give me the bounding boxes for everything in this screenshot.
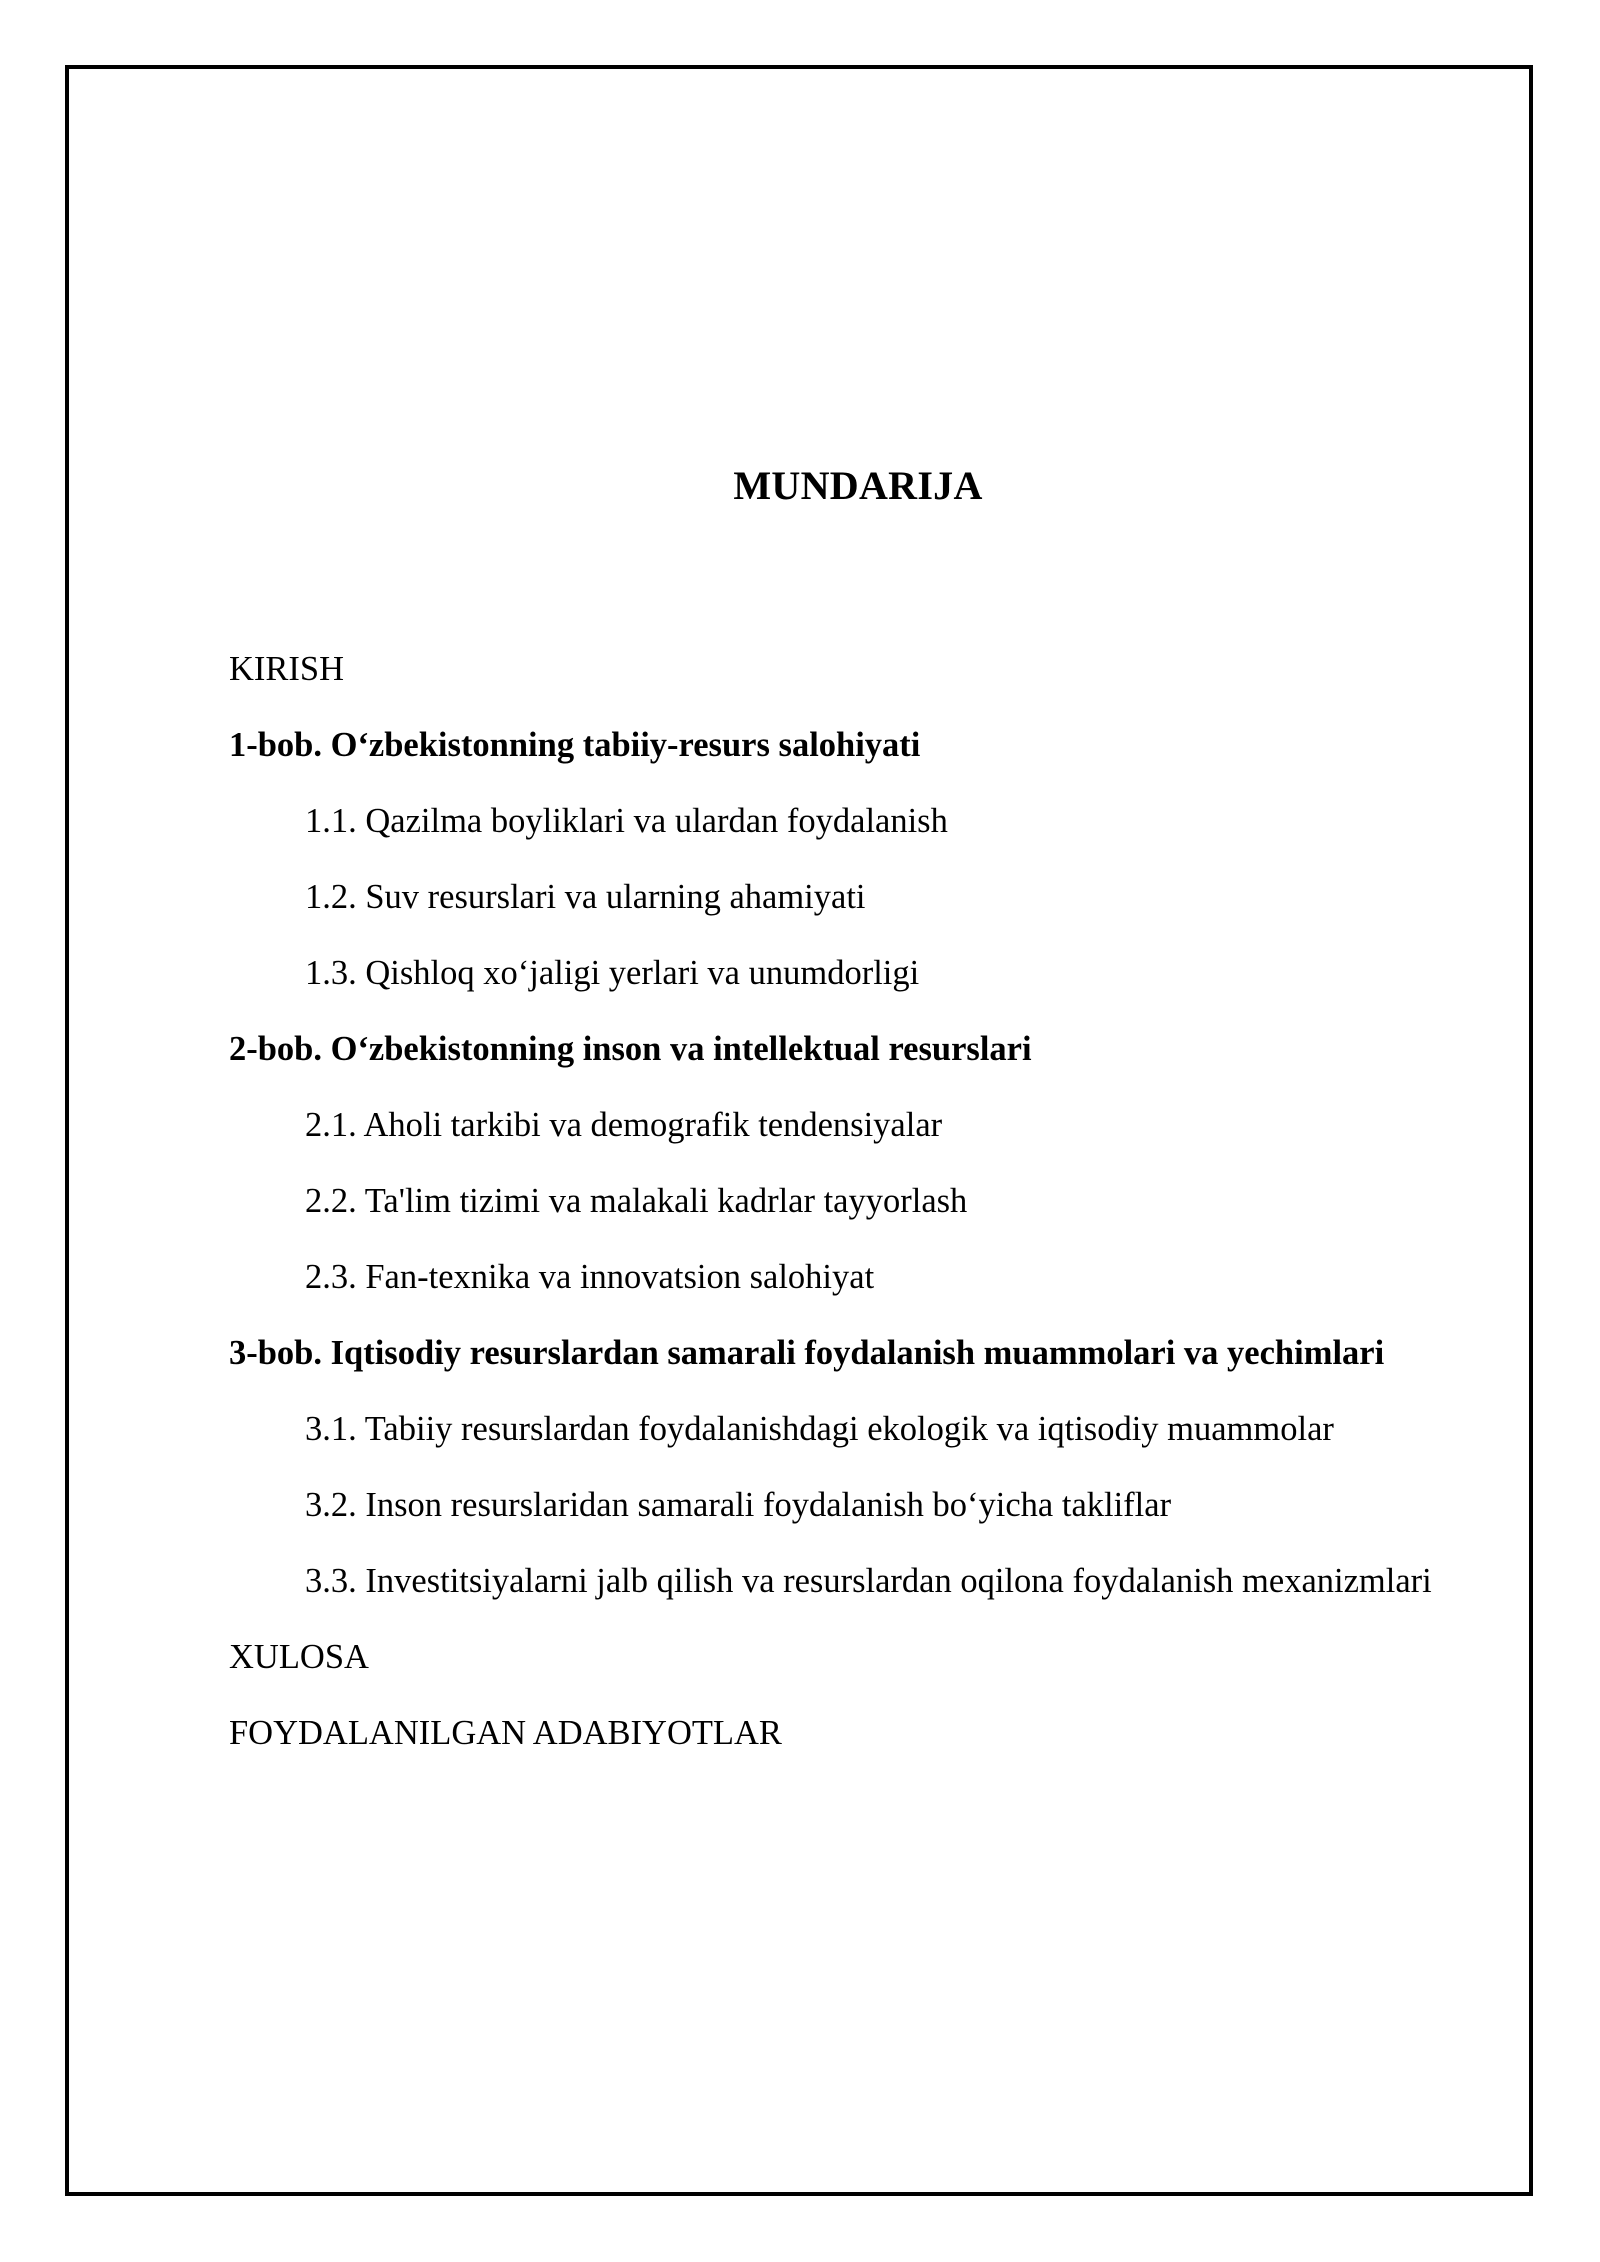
toc-section-2-1: 2.1. Aholi tarkibi va demografik tendensiyalar [305,1106,943,1144]
toc-section-1-3: 1.3. Qishloq xo‘jaligi yerlari va unumdorligi [305,954,920,992]
toc-section-2-3: 2.3. Fan-texnika va innovatsion salohiyat [305,1258,875,1296]
toc-section-3-1: 3.1. Tabiiy resurslardan foydalanishdagi ekologik va iqtisodiy muammolar [305,1410,1334,1448]
table-of-contents [229,637,1489,1777]
toc-section-3-3: 3.3. Investitsiyalarni jalb qilish va resurslardan oqilona foydalanish mexanizmlari [305,1562,1432,1600]
toc-chapter-2: 2-bob. O‘zbekistonning inson va intellektual resurslari [229,1030,1032,1068]
toc-chapter-3: 3-bob. Iqtisodiy resurslardan samarali foydalanish muammolari va yechimlari [229,1334,1385,1372]
toc-section-2-2: 2.2. Ta'lim tizimi va malakali kadrlar tayyorlash [305,1182,968,1220]
toc-section-1-1: 1.1. Qazilma boyliklari va ulardan foydalanish [305,802,948,840]
toc-entry-intro: KIRISH [229,650,345,688]
toc-entry-conclusion: XULOSA [229,1638,369,1676]
toc-section-3-2: 3.2. Inson resurslaridan samarali foydalanish bo‘yicha takliflar [305,1486,1172,1524]
toc-entry-references: FOYDALANILGAN ADABIYOTLAR [229,1714,782,1752]
page-title: MUNDARIJA [733,463,983,508]
toc-section-1-2: 1.2. Suv resurslari va ularning ahamiyati [305,878,866,916]
toc-chapter-1: 1-bob. O‘zbekistonning tabiiy-resurs salohiyati [229,726,921,764]
